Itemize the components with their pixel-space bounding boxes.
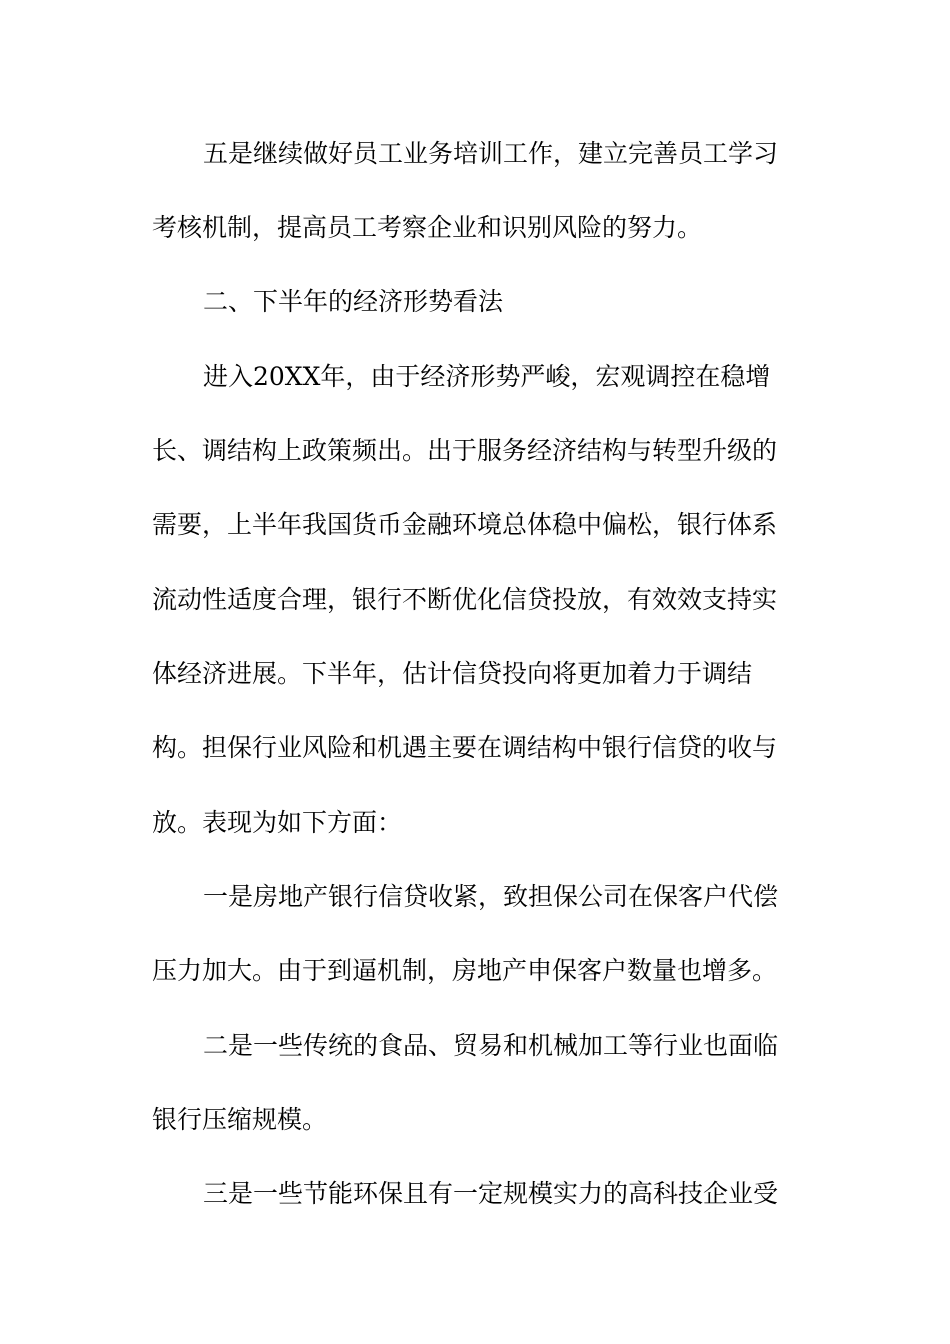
paragraph-line: 长、调结构上政策频出。出于服务经济结构与转型升级的 [152,436,778,465]
paragraph-line: 一是房地产银行信贷收紧，致担保公司在保客户代偿 [203,882,779,911]
paragraph-line: 构。担保行业风险和机遇主要在调结构中银行信贷的收与 [152,733,778,762]
paragraph-line: 考核机制，提高员工考察企业和识别风险的努力。 [152,213,703,242]
paragraph-line: 进入20XX年，由于经济形势严峻，宏观调控在稳增 [203,362,771,391]
paragraph-line: 体经济进展。下半年，估计信贷投向将更加着力于调结 [152,659,753,688]
paragraph-line: 压力加大。由于到逼机制，房地产申保客户数量也增多。 [152,956,778,985]
section-heading: 二、下半年的经济形势看法 [203,287,504,316]
paragraph-line: 五是继续做好员工业务培训工作，建立完善员工学习 [203,139,779,168]
paragraph-line: 需要，上半年我国货币金融环境总体稳中偏松，银行体系 [152,510,778,539]
paragraph-line: 放。表现为如下方面： [152,808,403,837]
paragraph-line: 三是一些节能环保且有一定规模实力的高科技企业受 [203,1179,779,1208]
paragraph-line: 流动性适度合理，银行不断优化信贷投放，有效效支持实 [152,585,778,614]
paragraph-line: 二是一些传统的食品、贸易和机械加工等行业也面临 [203,1031,779,1060]
paragraph-line: 银行压缩规模。 [152,1105,328,1134]
